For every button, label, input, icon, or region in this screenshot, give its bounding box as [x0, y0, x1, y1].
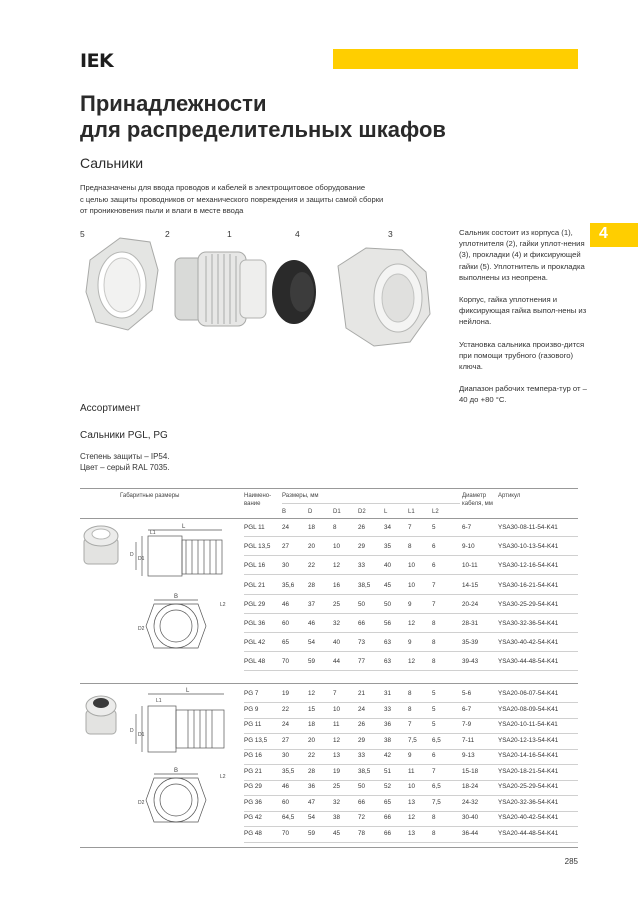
row-separator: [244, 780, 578, 781]
cell-cable-diameter: 7-9: [462, 721, 472, 728]
cell-d: 20: [308, 736, 316, 744]
cell-b: 60: [282, 798, 290, 806]
cell-b: 70: [282, 658, 290, 666]
cell-l: 34: [384, 524, 392, 531]
cell-l: 35: [384, 543, 392, 551]
cell-l: 36: [384, 721, 392, 728]
part-label-1: 1: [227, 229, 232, 239]
cell-cable-diameter: 7-11: [462, 736, 475, 744]
cell-l1: 7,5: [408, 736, 417, 744]
pg-gland-photo: [80, 688, 122, 738]
cell-b: 27: [282, 543, 290, 551]
cell-l2: 8: [432, 814, 436, 821]
cell-d: 54: [308, 639, 316, 647]
subheader-b: B: [282, 509, 287, 515]
cell-b: 70: [282, 829, 290, 837]
title-line-1: Принадлежности: [80, 91, 267, 116]
row-separator: [244, 718, 578, 719]
assortment-heading: Ассортимент: [80, 403, 141, 414]
cell-b: 35,6: [282, 581, 295, 589]
cell-l1: 8: [408, 705, 412, 713]
cell-name: PG 9: [244, 705, 259, 713]
row-separator: [244, 702, 578, 703]
cell-b: 64,5: [282, 814, 295, 821]
cell-l: 42: [384, 752, 392, 759]
chapter-number: 4: [599, 225, 608, 242]
cell-l1: 12: [408, 620, 416, 627]
cell-l2: 6,5: [432, 783, 441, 790]
drawing-label-d: D: [130, 552, 134, 558]
cell-b: 22: [282, 705, 290, 713]
header-sizes: Размеры, мм: [282, 493, 319, 499]
cell-l: 33: [384, 705, 392, 713]
cell-l1: 13: [408, 829, 416, 837]
drawing-label-d1: D1: [138, 732, 145, 738]
pgl-gland-photo: [80, 520, 122, 570]
cell-name: PGL 48: [244, 658, 266, 666]
body-part: [175, 252, 266, 326]
cell-b: 19: [282, 690, 290, 697]
drawing-label-l: L: [186, 688, 190, 694]
cell-d1: 25: [333, 600, 341, 608]
drawing-label-d: D: [130, 728, 134, 734]
drawing-label-b: B: [174, 594, 179, 600]
cell-d: 28: [308, 581, 316, 589]
cell-d: 28: [308, 767, 316, 775]
gland-exploded-photo: [80, 230, 440, 370]
cell-article: YSA30-40-42-54-K41: [498, 639, 559, 647]
seal-part: [272, 260, 316, 324]
cell-d2: 29: [358, 736, 366, 744]
cell-l1: 10: [408, 783, 416, 790]
row-separator: [244, 632, 578, 633]
row-separator: [244, 536, 578, 537]
cell-name: PG 36: [244, 798, 262, 806]
cell-cable-diameter: 15-18: [462, 767, 479, 775]
part-label-5: 5: [80, 229, 85, 239]
intro-text: [80, 182, 440, 217]
cell-cable-diameter: 18-24: [462, 783, 479, 790]
row-separator: [244, 733, 578, 734]
cell-name: PGL 13,5: [244, 543, 271, 551]
cell-d2: 24: [358, 705, 366, 713]
product-heading: Сальники PGL, PG: [80, 430, 168, 441]
cell-l: 38: [384, 736, 392, 744]
header-cable-diameter: Диаметр кабеля, мм: [462, 493, 493, 507]
cell-cable-diameter: 6-7: [462, 524, 472, 531]
cell-d1: 7: [333, 690, 337, 697]
title-line-2: для распределительных шкафов: [80, 117, 446, 142]
cell-d: 18: [308, 524, 316, 531]
cell-d2: 26: [358, 721, 366, 728]
row-separator: [244, 749, 578, 750]
cell-d2: 50: [358, 600, 366, 608]
cell-name: PG 48: [244, 829, 262, 837]
cell-article: YSA30-16-21-54-K41: [498, 581, 559, 589]
cell-d1: 10: [333, 543, 341, 551]
cell-d1: 12: [333, 736, 341, 744]
cell-l2: 7: [432, 767, 436, 775]
drawing-label-d2: D2: [138, 800, 145, 806]
cell-d: 46: [308, 620, 316, 627]
cell-d2: 78: [358, 829, 366, 837]
cell-l2: 5: [432, 705, 436, 713]
pg-dimension-drawing: [128, 686, 238, 826]
cell-cable-diameter: 6-7: [462, 705, 472, 713]
drawing-label-l2: L2: [220, 602, 226, 608]
cell-l2: 7,5: [432, 798, 441, 806]
cell-l2: 6: [432, 752, 436, 759]
property-line: Цвет – серый RAL 7035.: [80, 463, 170, 472]
cell-d2: 66: [358, 798, 366, 806]
cell-d1: 44: [333, 658, 341, 666]
cell-d: 15: [308, 705, 316, 713]
cell-cable-diameter: 9-10: [462, 543, 475, 551]
cell-article: YSA20-44-48-54-K41: [498, 829, 559, 837]
cell-name: PGL 29: [244, 600, 266, 608]
cell-d: 59: [308, 658, 316, 666]
cell-d1: 11: [333, 721, 340, 728]
cell-l2: 6: [432, 543, 436, 551]
subheader-d: D: [308, 509, 313, 515]
product-properties: [80, 451, 170, 473]
cell-d1: 19: [333, 767, 341, 775]
cell-l1: 7: [408, 524, 412, 531]
subheader-d1: D1: [333, 509, 341, 515]
cell-d2: 66: [358, 620, 366, 627]
cell-article: YSA20-12-13-54-K41: [498, 736, 559, 744]
cell-d: 54: [308, 814, 316, 821]
part-label-3: 3: [388, 229, 393, 239]
cell-cable-diameter: 10-11: [462, 562, 478, 570]
table-top-rule: [80, 488, 578, 489]
cell-l: 63: [384, 658, 392, 666]
cell-l1: 13: [408, 798, 416, 806]
row-separator: [244, 764, 578, 765]
chapter-tab: [590, 223, 638, 247]
row-separator: [244, 574, 578, 575]
compression-nut-part: [338, 248, 430, 346]
cell-name: PG 13,5: [244, 736, 268, 744]
logo-text: IEK: [80, 50, 114, 72]
cell-name: PG 7: [244, 690, 259, 697]
cell-name: PG 11: [244, 721, 262, 728]
subheader-l1: L1: [408, 509, 415, 515]
row-separator: [244, 795, 578, 796]
cell-b: 46: [282, 783, 290, 790]
fixing-nut-part: [86, 238, 158, 330]
cell-l: 31: [384, 690, 392, 697]
cell-l: 40: [384, 562, 392, 570]
cell-d1: 10: [333, 705, 341, 713]
cell-cable-diameter: 20-24: [462, 600, 479, 608]
drawing-label-d2: D2: [138, 626, 145, 632]
cell-article: YSA30-32-36-54-K41: [498, 620, 559, 627]
cell-l1: 9: [408, 600, 412, 608]
cell-d2: 72: [358, 814, 366, 821]
cell-d: 20: [308, 543, 316, 551]
cell-l2: 6: [432, 562, 436, 570]
row-separator: [244, 826, 578, 827]
row-separator: [244, 594, 578, 595]
group-divider: [80, 683, 578, 684]
row-separator: [244, 555, 578, 556]
cell-d1: 13: [333, 752, 341, 759]
iek-logo: [80, 50, 113, 72]
cell-name: PG 42: [244, 814, 262, 821]
header-sub-rule: [282, 503, 460, 504]
description-paragraph: Установка сальника произво-дится при помощи трубного (газового) ключа.: [459, 339, 585, 372]
cell-cable-diameter: 39-43: [462, 658, 479, 666]
cell-l1: 12: [408, 814, 416, 821]
drawing-label-l1: L1: [150, 530, 156, 536]
cell-d1: 45: [333, 829, 341, 837]
property-line: Степень защиты – IP54.: [80, 452, 170, 461]
cell-l: 45: [384, 581, 392, 589]
cell-d: 12: [308, 690, 316, 697]
cell-d2: 33: [358, 562, 366, 570]
header-dimensions: Габаритные размеры: [120, 493, 180, 499]
intro-line: от проникновения пыли и влаги в месте ввода: [80, 206, 244, 215]
section-title: Сальники: [80, 155, 144, 171]
cell-name: PG 29: [244, 783, 262, 790]
accent-bar: [333, 49, 578, 69]
cell-l2: 8: [432, 658, 436, 666]
cell-cable-diameter: 30-40: [462, 814, 479, 821]
header-name: Наимено-вание: [244, 493, 272, 507]
cell-l: 63: [384, 639, 392, 647]
cell-l1: 9: [408, 752, 412, 759]
drawing-label-l1: L1: [156, 698, 162, 704]
cell-d: 59: [308, 829, 316, 837]
part-label-4: 4: [295, 229, 300, 239]
cell-b: 30: [282, 752, 290, 759]
cell-d2: 26: [358, 524, 366, 531]
row-separator: [244, 842, 578, 843]
pgl-dimension-drawing: [128, 520, 238, 650]
cell-d2: 21: [358, 690, 366, 697]
cell-l1: 8: [408, 543, 412, 551]
cell-l2: 5: [432, 721, 436, 728]
cell-d2: 33: [358, 752, 366, 759]
cell-l2: 7: [432, 581, 436, 589]
cell-l: 50: [384, 600, 392, 608]
part-label-2: 2: [165, 229, 170, 239]
cell-l2: 5: [432, 690, 436, 697]
intro-line: Предназначены для ввода проводов и кабелей в электрощитовое оборудование: [80, 183, 366, 192]
cell-cable-diameter: 24-32: [462, 798, 479, 806]
row-separator: [244, 651, 578, 652]
cell-article: YSA20-10-11-54-K41: [498, 721, 558, 728]
cell-l1: 10: [408, 562, 416, 570]
cell-d: 22: [308, 752, 316, 759]
cell-b: 24: [282, 721, 290, 728]
cell-cable-diameter: 9-13: [462, 752, 475, 759]
part-labels: [80, 229, 440, 243]
drawing-label-l2: L2: [220, 774, 226, 780]
cell-l: 66: [384, 814, 392, 821]
description-text: [459, 227, 589, 417]
cell-article: YSA30-44-48-54-K41: [498, 658, 559, 666]
cell-l2: 5: [432, 524, 436, 531]
cell-b: 65: [282, 639, 290, 647]
page-bottom-rule: [80, 847, 578, 848]
description-paragraph: Диапазон рабочих темпера-тур от –40 до +80 °С.: [459, 384, 587, 405]
page-title: [80, 91, 446, 143]
cell-d1: 25: [333, 783, 341, 790]
cell-l: 51: [384, 767, 392, 775]
cell-l1: 8: [408, 690, 412, 697]
subheader-l: L: [384, 509, 388, 515]
cell-l1: 11: [408, 767, 415, 775]
cell-b: 27: [282, 736, 290, 744]
cell-cable-diameter: 14-15: [462, 581, 479, 589]
cell-b: 30: [282, 562, 290, 570]
cell-article: YSA30-08-11-54-K41: [498, 524, 558, 531]
cell-article: YSA20-25-29-54-K41: [498, 783, 559, 790]
cell-d: 18: [308, 721, 316, 728]
cell-d: 36: [308, 783, 316, 790]
cell-d2: 38,5: [358, 581, 371, 589]
header-bottom-rule: [80, 518, 578, 519]
cell-name: PGL 11: [244, 524, 265, 531]
cell-l2: 8: [432, 639, 436, 647]
subheader-d2: D2: [358, 509, 366, 515]
cell-l: 52: [384, 783, 392, 790]
cell-article: YSA20-40-42-54-K41: [498, 814, 559, 821]
description-paragraph: Корпус, гайка уплотнения и фиксирующая гайка выпол-нены из нейлона.: [459, 295, 587, 327]
cell-l1: 12: [408, 658, 416, 666]
cell-name: PG 21: [244, 767, 262, 775]
cell-l2: 6,5: [432, 736, 441, 744]
cell-d2: 50: [358, 783, 366, 790]
drawing-label-b: B: [174, 768, 179, 774]
cell-article: YSA20-08-09-54-K41: [498, 705, 559, 713]
cell-name: PGL 42: [244, 639, 266, 647]
cell-article: YSA20-06-07-54-K41: [498, 690, 559, 697]
cell-article: YSA20-32-36-54-K41: [498, 798, 559, 806]
cell-b: 60: [282, 620, 290, 627]
cell-d1: 12: [333, 562, 341, 570]
cell-name: PGL 16: [244, 562, 266, 570]
cell-l: 66: [384, 829, 392, 837]
drawing-label-d1: D1: [138, 556, 145, 562]
cell-d2: 38,5: [358, 767, 371, 775]
subheader-l2: L2: [432, 509, 439, 515]
cell-cable-diameter: 28-31: [462, 620, 479, 627]
cell-article: YSA30-25-29-54-K41: [498, 600, 559, 608]
cell-l1: 10: [408, 581, 416, 589]
cell-article: YSA20-14-16-54-K41: [498, 752, 559, 759]
cell-l2: 8: [432, 829, 436, 837]
cell-d1: 40: [333, 639, 341, 647]
cell-l1: 9: [408, 639, 412, 647]
cell-l: 56: [384, 620, 392, 627]
cell-l2: 8: [432, 620, 436, 627]
cell-article: YSA20-18-21-54-K41: [498, 767, 559, 775]
cell-d: 22: [308, 562, 316, 570]
cell-l2: 7: [432, 600, 436, 608]
cell-name: PGL 21: [244, 581, 266, 589]
cell-article: YSA30-12-16-54-K41: [498, 562, 559, 570]
cell-name: PGL 36: [244, 620, 266, 627]
description-paragraph: Сальник состоит из корпуса (1), уплотнителя (2), гайки уплот-нения (3), прокладки (4) и фиксирующей гайки (5). Уплотнитель и прокладка выполнены из неопрена.: [459, 228, 585, 282]
cell-name: PG 16: [244, 752, 262, 759]
row-separator: [244, 670, 578, 671]
cell-d1: 32: [333, 798, 341, 806]
cell-d: 47: [308, 798, 316, 806]
cell-l: 65: [384, 798, 392, 806]
cell-d1: 8: [333, 524, 337, 531]
intro-line: с целью защиты проводников от механического повреждения и защиты самой сборки: [80, 194, 384, 204]
cell-b: 24: [282, 524, 290, 531]
cell-d: 37: [308, 600, 316, 608]
row-separator: [244, 811, 578, 812]
cell-d2: 73: [358, 639, 366, 647]
cell-d1: 16: [333, 581, 341, 589]
cell-b: 35,5: [282, 767, 295, 775]
cell-b: 46: [282, 600, 290, 608]
drawing-label-l: L: [182, 524, 186, 530]
page-number: 285: [564, 857, 578, 866]
cell-d1: 32: [333, 620, 341, 627]
cell-d1: 38: [333, 814, 341, 821]
row-separator: [244, 613, 578, 614]
cell-cable-diameter: 35-39: [462, 639, 479, 647]
cell-d2: 29: [358, 543, 366, 551]
header-article: Артикул: [498, 493, 521, 499]
cell-cable-diameter: 36-44: [462, 829, 479, 837]
cell-d2: 77: [358, 658, 366, 666]
cell-article: YSA30-10-13-54-K41: [498, 543, 559, 551]
cell-l1: 7: [408, 721, 412, 728]
cell-cable-diameter: 5-6: [462, 690, 472, 697]
